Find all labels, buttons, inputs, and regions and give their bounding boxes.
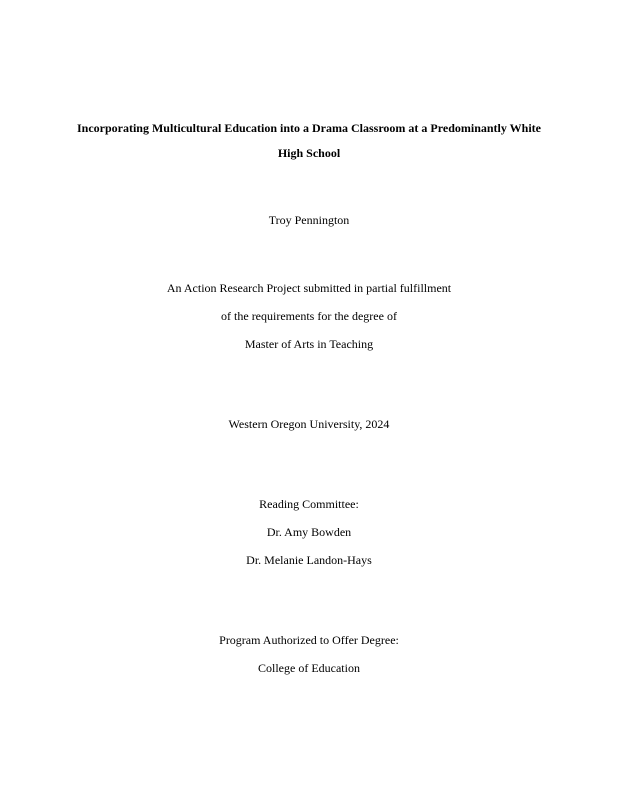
submission-statement-line-1: An Action Research Project submitted in partial fulfillment xyxy=(166,281,452,295)
thesis-title-line-2: High School xyxy=(277,146,341,160)
committee-member: Dr. Melanie Landon-Hays xyxy=(246,553,372,567)
submission-statement-line-2: of the requirements for the degree of xyxy=(221,309,397,323)
thesis-title-line-1: Incorporating Multicultural Education into a Drama Classroom at a Predominantly White xyxy=(76,121,541,135)
institution-year: Western Oregon University, 2024 xyxy=(228,417,390,431)
degree-name: Master of Arts in Teaching xyxy=(244,337,374,351)
author-name: Troy Pennington xyxy=(268,213,350,227)
program-heading: Program Authorized to Offer Degree: xyxy=(219,633,399,647)
program-name: College of Education xyxy=(258,661,360,675)
committee-member: Dr. Amy Bowden xyxy=(266,525,352,539)
committee-heading: Reading Committee: xyxy=(259,497,359,511)
